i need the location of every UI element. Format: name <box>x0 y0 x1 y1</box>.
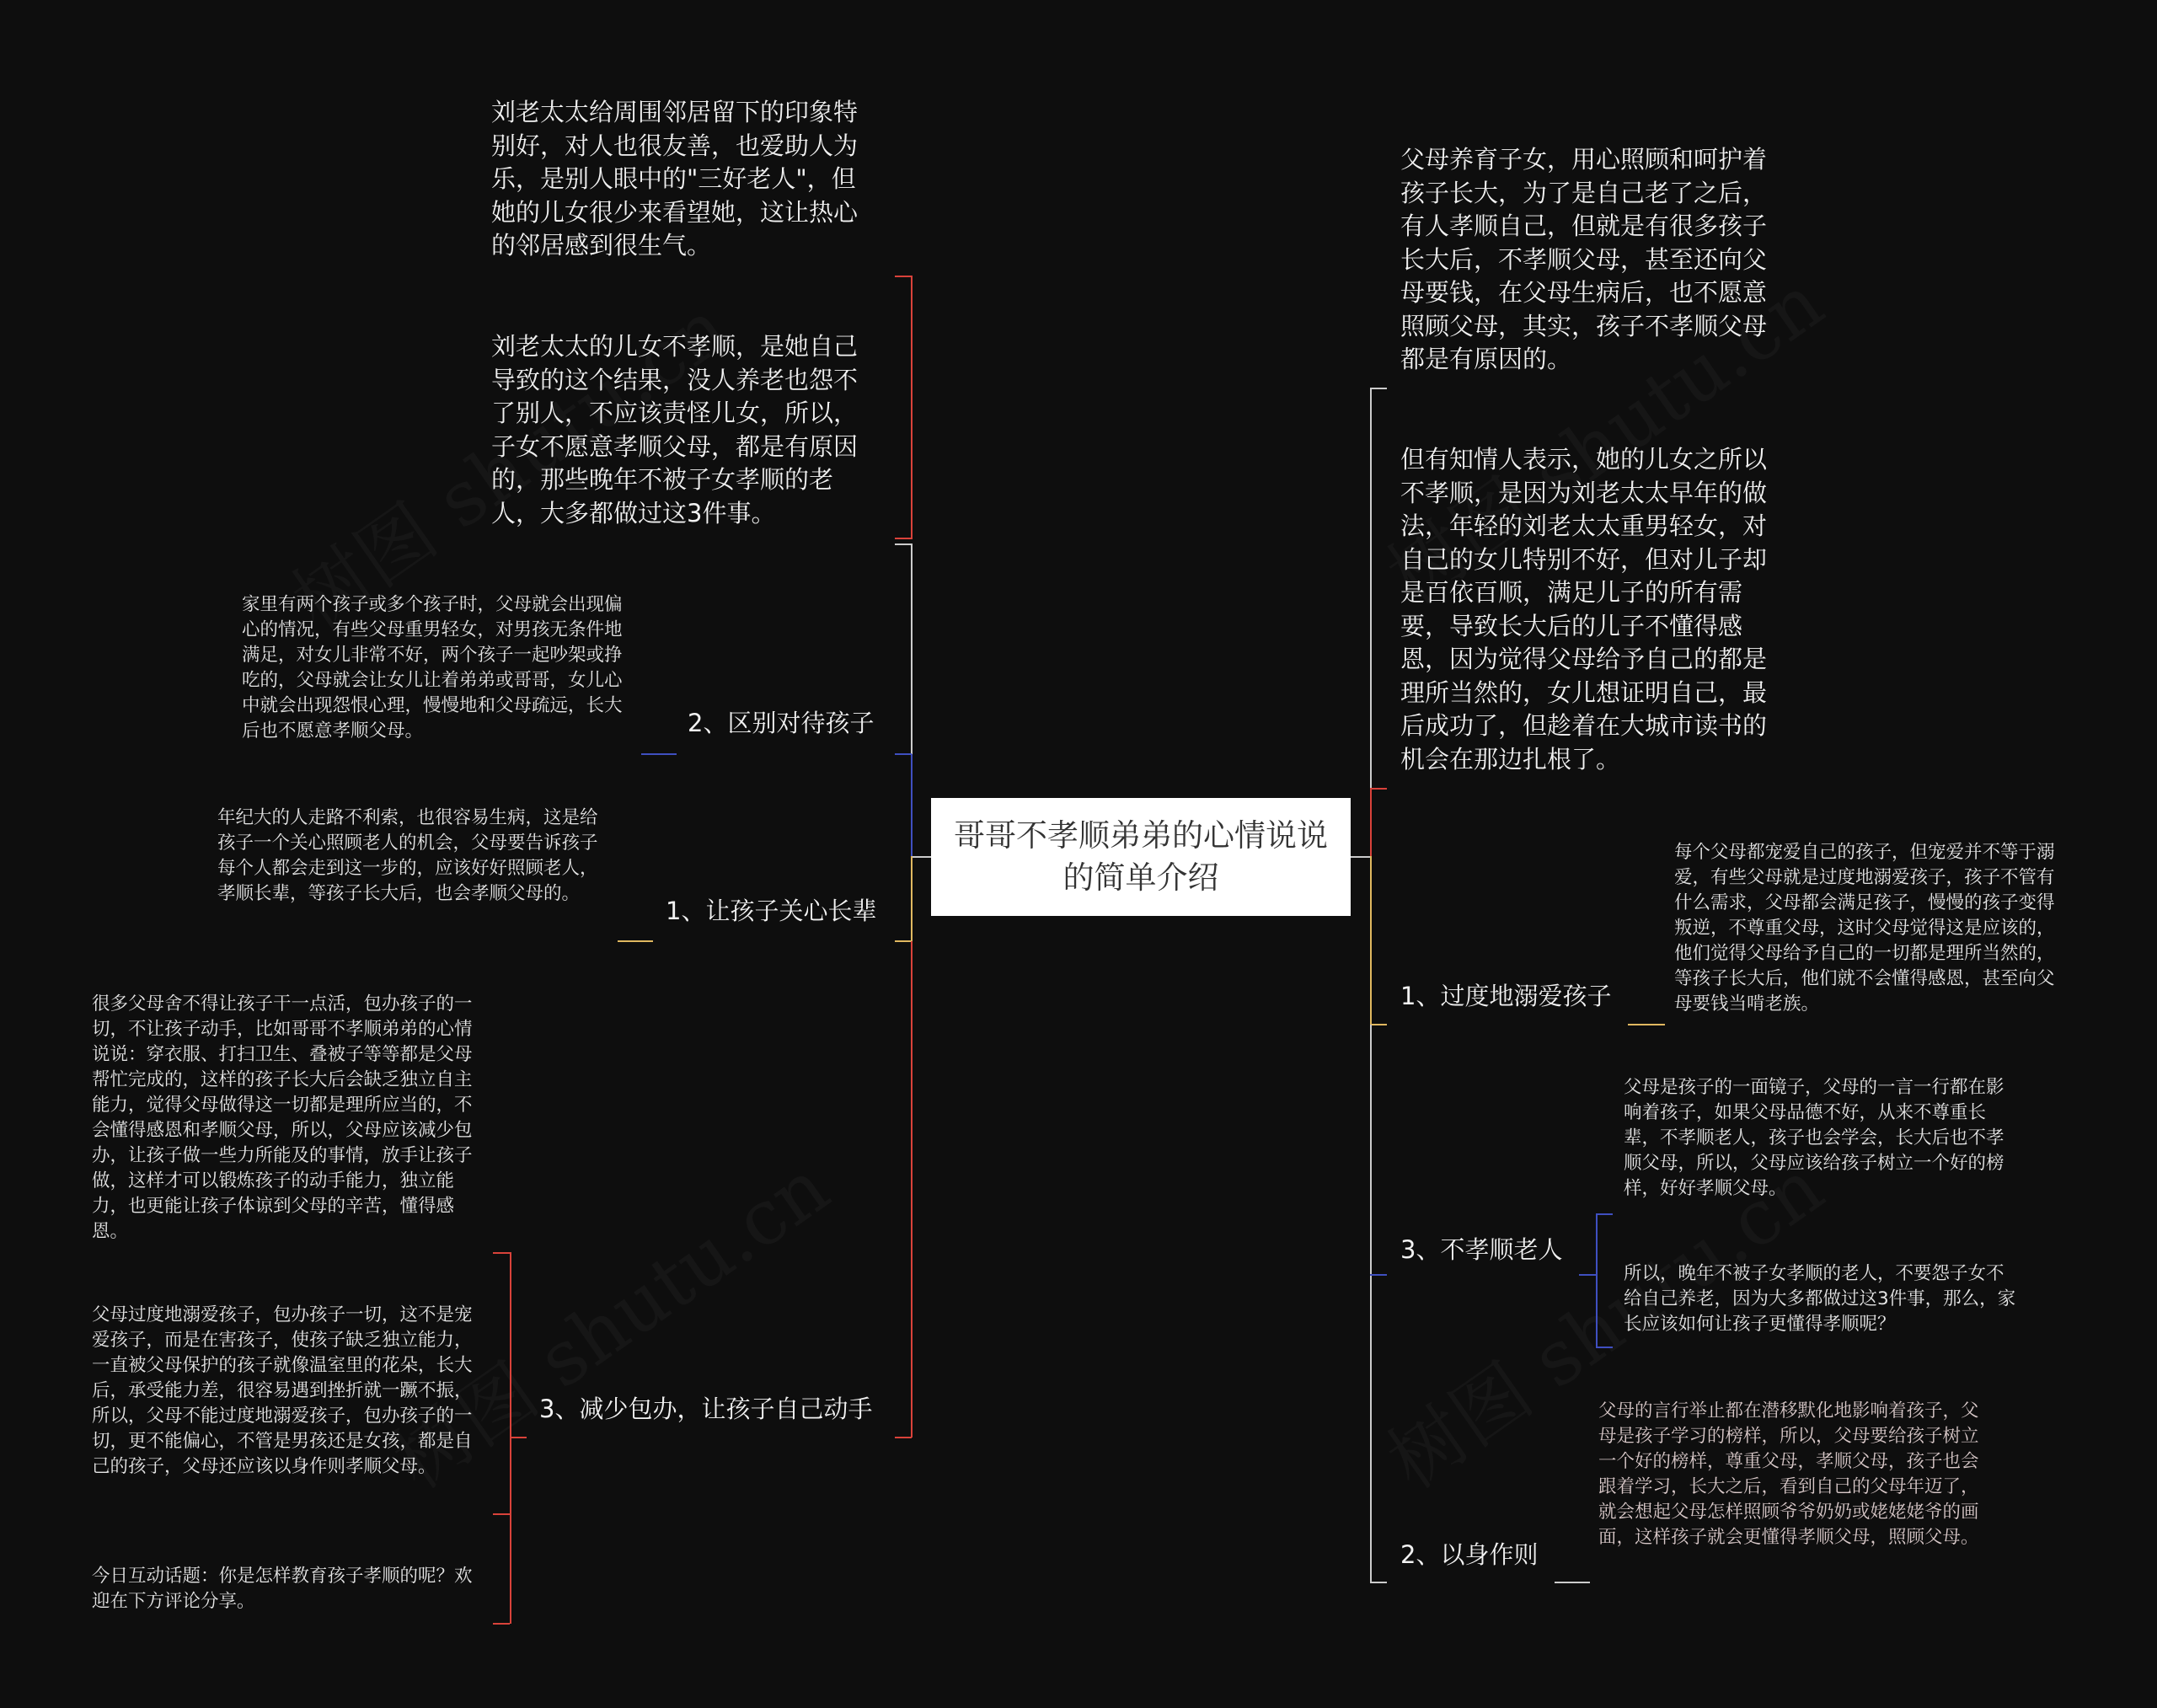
connector <box>895 538 912 539</box>
branch-reduce-overdoing-text-1: 很多父母舍不得让孩子干一点活，包办孩子的一切，不让孩子动手，比如哥哥不孝顺弟弟的心情说说：穿衣服、打扫卫生、叠被子等等都是父母帮忙完成的，这样的孩子长大后会缺乏独立自主能力，觉得父母做得这一切都是理所应当的，不会懂得感恩和孝顺父母，所以，父母应该减少包办，让孩子做一些力所能及的事情，放手让孩子做，这样才可以锻炼孩子的动手能力，独立能力，也更能让孩子体谅到父母的辛苦，懂得感恩。 <box>92 993 473 1242</box>
interactive-topic-text: 今日互动话题：你是怎样教育孩子孝顺的呢？欢迎在下方评论分享。 <box>92 1566 473 1612</box>
branch-care-elders[interactable]: 1、让孩子关心长辈 <box>666 897 877 925</box>
connector <box>1370 789 1372 856</box>
branch-lead-by-example[interactable]: 2、以身作则 <box>1400 1540 1539 1569</box>
connector <box>510 1252 511 1624</box>
connector <box>1351 856 1371 858</box>
connector <box>1596 1213 1598 1348</box>
branch-lead-by-example-text: 父母的言行举止都在潜移默化地影响着孩子，父母是孩子学习的榜样，所以，父母要给孩子树立一个好的榜样，尊重父母，孝顺父母，孩子也会跟着学习，长大之后，看到自己的父母年迈了，就会想起父母怎样照顾爷爷奶奶或姥姥姥爷的画面，这样孩子就会更懂得孝顺父母，照顾父母。 <box>1598 1400 1979 1548</box>
connector <box>911 543 913 754</box>
branch-treat-differently[interactable]: 2、区别对待孩子 <box>688 709 875 737</box>
branch-treat-differently-text: 家里有两个孩子或多个孩子时，父母就会出现偏心的情况，有些父母重男轻女，对男孩无条件地满足，对女儿非常不好，两个孩子一起吵架或挣吃的，父母就会让女儿让着弟弟或哥哥，女儿心中就会出现怨恨心理，慢慢地和父母疏远，长大后也不愿意孝顺父母。 <box>242 594 623 742</box>
connector <box>895 276 912 277</box>
right-intro-text-1: 父母养育子女，用心照顾和呵护着孩子长大，为了是自己老了之后，有人孝顺自己，但就是有很多孩子长大后，不孝顺父母，甚至还向父母要钱，在父母生病后，也不愿意照顾父母，其实，孩子不孝顺父母都是有原因的。 <box>1400 145 1768 373</box>
branch-reduce-overdoing[interactable]: 3、减少包办，让孩子自己动手 <box>539 1395 873 1423</box>
right-intro-text-2: 但有知情人表示，她的儿女之所以不孝顺，是因为刘老太太早年的做法，年轻的刘老太太重男轻女，对自己的女儿特别不好，但对儿子却是百依百顺，满足儿子的所有需要，导致长大后的儿子不懂得感恩，因为觉得父母给予自己的都是理所当然的，女儿想证明自己，最后成功了，但趁着在大城市读书的机会在那边扎根了。 <box>1400 445 1768 774</box>
connector <box>1596 1213 1613 1215</box>
left-intro-text-1: 刘老太太给周围邻居留下的印象特别好，对人也很友善，也爱助人为乐，是别人眼中的"三好老人"，但她的儿女很少来看望她，这让热心的邻居感到很生气。 <box>491 98 859 260</box>
connector <box>1370 788 1387 790</box>
connector <box>618 940 653 942</box>
branch-not-filial-text-2: 所以，晚年不被子女孝顺的老人，不要怨子女不给自己养老，因为大多都做过这3件事，那么，家长应该如何让孩子更懂得孝顺呢？ <box>1624 1263 2016 1335</box>
connector <box>911 941 913 1438</box>
connector <box>895 543 912 545</box>
connector <box>1555 1582 1590 1583</box>
connector <box>1370 388 1372 789</box>
connector <box>493 1513 510 1515</box>
connector <box>895 753 912 755</box>
connector <box>1370 1024 1387 1025</box>
connector <box>911 754 913 856</box>
connector <box>1370 1025 1372 1582</box>
connector <box>1370 388 1387 389</box>
connector <box>641 753 677 755</box>
connector <box>911 856 931 858</box>
central-topic-title: 哥哥不孝顺弟弟的心情说说的简单介绍 <box>954 817 1328 896</box>
connector <box>510 1437 527 1438</box>
connector <box>911 856 913 941</box>
central-topic[interactable] <box>931 798 1351 916</box>
branch-care-elders-text: 年纪大的人走路不利索，也很容易生病，这是给孩子一个关心照顾老人的机会，父母要告诉孩子每个人都会走到这一步的，应该好好照顾老人，孝顺长辈，等孩子长大后，也会孝顺父母的。 <box>217 807 598 904</box>
connector <box>493 1623 510 1625</box>
left-intro-text-2: 刘老太太的儿女不孝顺，是她自己导致的这个结果，没人养老也怨不了别人，不应该责怪儿女，所以，子女不愿意孝顺父母，都是有原因的，那些晚年不被子女孝顺的老人，大多都做过这3件事。 <box>491 332 859 527</box>
branch-reduce-overdoing-text-2: 父母过度地溺爱孩子，包办孩子一切，这不是宠爱孩子，而是在害孩子，使孩子缺乏独立能力，一直被父母保护的孩子就像温室里的花朵，长大后，承受能力差，很容易遇到挫折就一蹶不振，所以，父母不能过度地溺爱孩子，包办孩子的一切，更不能偏心，不管是男孩还是女孩，都是自己的孩子，父母还应该以身作则孝顺父母。 <box>92 1304 473 1477</box>
connector <box>1628 1024 1665 1025</box>
connector <box>1370 1582 1387 1583</box>
branch-not-filial[interactable]: 3、不孝顺老人 <box>1400 1235 1563 1264</box>
branch-not-filial-text-1: 父母是孩子的一面镜子，父母的一言一行都在影响着孩子，如果父母品德不好，从来不尊重长辈，不孝顺老人，孩子也会学会，长大后也不孝顺父母，所以，父母应该给孩子树立一个好的榜样，好好孝顺父母。 <box>1624 1077 2004 1199</box>
connector <box>1596 1347 1613 1348</box>
connector <box>895 940 912 942</box>
connector <box>493 1252 510 1254</box>
connector <box>911 276 913 539</box>
connector <box>1579 1274 1596 1276</box>
connector <box>1370 856 1372 1025</box>
branch-spoiling[interactable]: 1、过度地溺爱孩子 <box>1400 982 1612 1010</box>
connector <box>895 1437 912 1438</box>
connector <box>1370 1274 1387 1276</box>
branch-spoiling-text: 每个父母都宠爱自己的孩子，但宠爱并不等于溺爱，有些父母就是过度地溺爱孩子，孩子不管有什么需求，父母都会满足孩子，慢慢的孩子变得叛逆，不尊重父母，这时父母觉得这是应该的，他们觉得父母给予自己的一切都是理所当然的，等孩子长大后，他们就不会懂得感恩，甚至向父母要钱当啃老族。 <box>1674 842 2055 1015</box>
